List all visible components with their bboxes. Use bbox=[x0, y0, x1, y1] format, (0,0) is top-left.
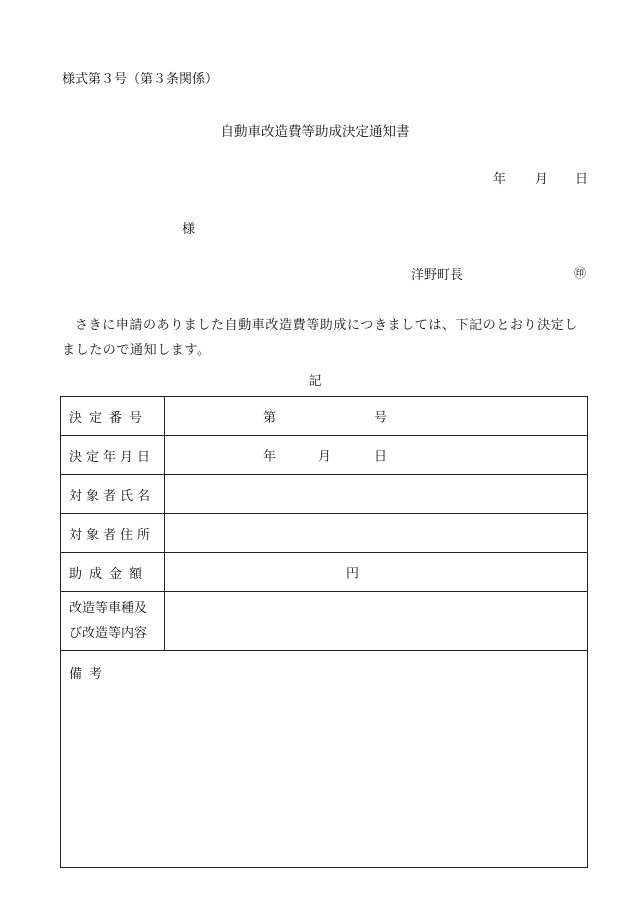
table-row bbox=[61, 397, 588, 436]
table-row bbox=[61, 475, 588, 514]
recipient-name-field[interactable] bbox=[165, 475, 588, 514]
recipient-address-field[interactable] bbox=[165, 514, 588, 553]
subsidy-amount-label: 助成金額 bbox=[61, 553, 165, 592]
modification-details-label-line1: 改造等車種及 bbox=[69, 601, 148, 616]
table-row bbox=[61, 553, 588, 592]
table-row bbox=[61, 592, 588, 651]
table-row bbox=[61, 514, 588, 553]
issuer-name: 洋野町長 bbox=[411, 268, 464, 283]
decision-date-month: 月 bbox=[318, 449, 332, 465]
decision-table bbox=[60, 396, 588, 868]
subsidy-amount-field[interactable] bbox=[165, 553, 588, 592]
document-title: 自動車改造費等助成決定通知書 bbox=[220, 124, 410, 140]
remarks-field[interactable] bbox=[61, 651, 588, 868]
form-number-label: 様式第３号（第３条関係） bbox=[62, 72, 219, 87]
recipient-name-label: 対象者氏名 bbox=[61, 475, 165, 514]
decision-date-field[interactable] bbox=[165, 436, 588, 475]
decision-number-label: 決定番号 bbox=[61, 397, 165, 436]
decision-date-day: 日 bbox=[374, 449, 388, 465]
table-row bbox=[61, 651, 588, 868]
date-month-label: 月 bbox=[535, 172, 549, 187]
ki-heading: 記 bbox=[308, 374, 322, 389]
decision-number-dai: 第 bbox=[263, 410, 277, 426]
decision-date-label: 決定年月日 bbox=[61, 436, 165, 475]
notice-body: さきに申請のありました自動車改造費等助成につきましては、下記のとおり決定しましたので通知します。 bbox=[62, 318, 578, 358]
remarks-label: 備考 bbox=[69, 667, 110, 682]
date-year-label: 年 bbox=[493, 172, 507, 187]
recipient-address-label: 対象者住所 bbox=[61, 514, 165, 553]
modification-details-label bbox=[61, 592, 165, 651]
decision-number-field[interactable] bbox=[165, 397, 588, 436]
subsidy-amount-yen: 円 bbox=[346, 566, 360, 582]
decision-date-year: 年 bbox=[263, 449, 277, 465]
modification-details-label-line2: び改造等内容 bbox=[69, 626, 148, 641]
seal-mark: ㊞ bbox=[574, 266, 587, 280]
recipient-honorific: 様 bbox=[182, 222, 196, 237]
modification-details-field[interactable] bbox=[165, 592, 588, 651]
table-row bbox=[61, 436, 588, 475]
decision-number-go: 号 bbox=[374, 410, 388, 426]
date-day-label: 日 bbox=[575, 172, 589, 187]
